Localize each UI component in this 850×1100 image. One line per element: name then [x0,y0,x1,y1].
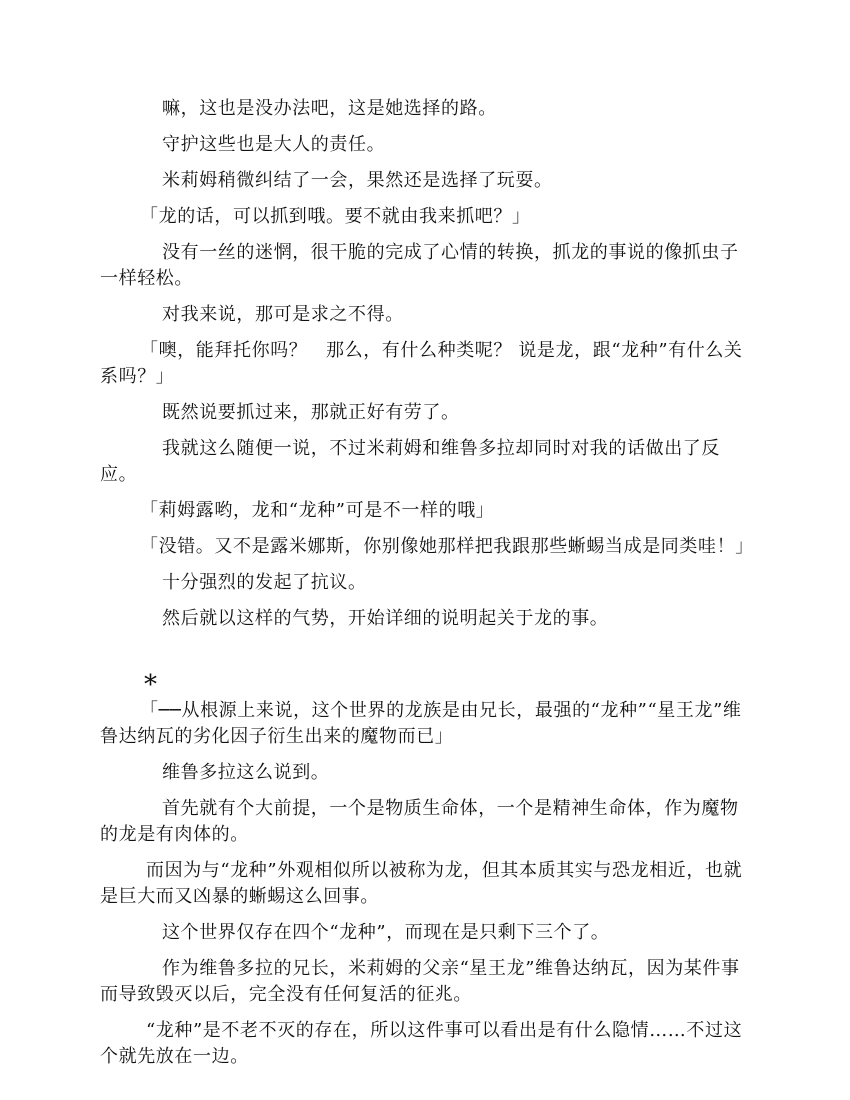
paragraph: 嘛，这也是没办法吧，这是她选择的路。 [162,98,497,119]
section-separator: * [144,670,157,700]
paragraph: 既然说要抓过来，那就正好有劳了。 [162,402,460,423]
paragraph: 首先就有个大前提，一个是物质生命体，一个是精神生命体，作为魔物的龙是有肉体的。 [100,798,739,845]
paragraph: 对我来说，那可是求之不得。 [162,304,404,325]
paragraph: 没有一丝的迷惘，很干脆的完成了心情的转换，抓龙的事说的像抓虫子一样轻松。 [100,242,739,289]
text-section-top [100,96,754,632]
paragraph: 十分强烈的发起了抗议。 [162,572,367,593]
paragraph: 我就这么随便一说，不过米莉姆和维鲁多拉却同时对我的话做出了反应。 [100,438,720,485]
text-section-bottom [100,698,750,1070]
paragraph: 米莉姆稍微纠结了一会，果然还是选择了玩耍。 [162,170,553,191]
paragraph: 守护这些也是大人的责任。 [162,134,386,155]
document-page [100,96,754,1080]
paragraph: 这个世界仅存在四个“龙种”，而现在是只剩下三个了。 [162,922,610,943]
paragraph: “龙种”是不老不灭的存在，所以这件事可以看出是有什么隐情……不过这个就先放在一边。 [100,1020,743,1067]
paragraph: 维鲁多拉这么说到。 [162,762,330,783]
paragraph: 「龙的话，可以抓到哦。要不就由我来抓吧？」 [140,206,531,227]
paragraph: 「没错。又不是露米娜斯，你别像她那样把我跟那些蜥蜴当成是同类哇！」 [140,536,754,557]
paragraph: 「噢，能拜托你吗？ 那么，有什么种类呢？ 说是龙，跟“龙种”有什么关系吗？」 [100,340,743,387]
paragraph: 「──从根源上来说，这个世界的龙族是由兄长，最强的“龙种”“星王龙”维鲁达纳瓦的劣化因子衍生出来的魔物而已」 [100,700,742,747]
paragraph: 「莉姆露哟，龙和“龙种”可是不一样的哦」 [140,500,495,521]
paragraph: 而因为与“龙种”外观相似所以被称为龙，但其本质其实与恐龙相近，也就是巨大而又凶暴的蜥蜴这么回事。 [100,860,743,907]
paragraph: 作为维鲁多拉的兄长，米莉姆的父亲“星王龙”维鲁达纳瓦，因为某件事而导致毁灭以后，完全没有任何复活的征兆。 [100,958,740,1005]
paragraph: 然后就以这样的气势，开始详细的说明起关于龙的事。 [162,608,609,629]
